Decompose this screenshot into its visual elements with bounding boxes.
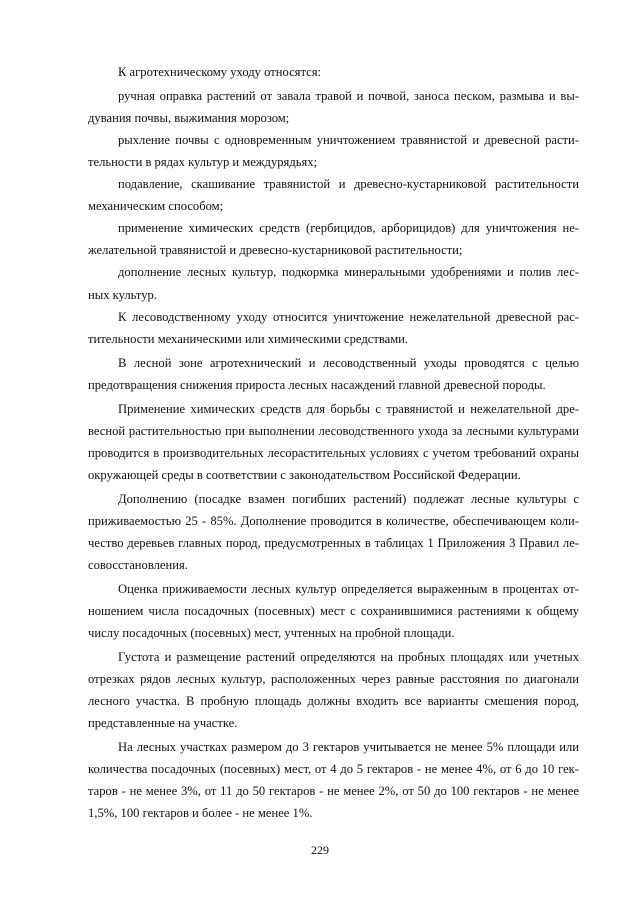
text-line: ношением числа посадочных (посевных) мест с сохранившимися растениями к общему (88, 603, 579, 618)
text-line: дувания почвы, выжимания морозом; (88, 111, 290, 125)
text-line: таров - не менее 3%, от 11 до 50 гектаров - не менее 2%, от 50 до 100 гектаров - не менее (88, 783, 579, 798)
text-line: желательной травянистой и древесно-кустарниковой растительности; (88, 243, 463, 258)
text-line: К агротехническому уходу относятся: (118, 65, 322, 79)
text-line: дополнение лесных культур, подкормка минеральными удобрениями и полив лес- (118, 265, 579, 280)
text-line: отрезках рядов лесных культур, расположенных через равные расстояния по диагонали (88, 671, 579, 686)
text-line: приживаемостью 25 - 85%. Дополнение проводится в количестве, обеспечивающем коли- (88, 513, 579, 528)
text-line: механическим способом; (88, 199, 224, 214)
text-line: рыхление почвы с одновременным уничтожением травянистой и древесной расти- (118, 133, 579, 147)
text-line: представленные на участке. (88, 715, 238, 730)
text-line: ных культур. (88, 287, 157, 302)
text-line: Дополнению (посадке взамен погибших растений) подлежат лесные культуры с (118, 491, 579, 506)
text-line: количества посадочных (посевных) мест, от 4 до 5 гектаров - не менее 4%, от 6 до 10 гек- (88, 761, 579, 776)
text-line: Оценка приживаемости лесных культур определяется выраженным в процентах от- (118, 581, 579, 596)
text-line: предотвращения снижения прироста лесных насаждений главной древесной породы. (88, 377, 546, 392)
text-line: чество деревьев главных пород, предусмотренных в таблицах 1 Приложения 3 Правил ле- (88, 535, 579, 550)
text-line: тительности механическими или химическими средствами. (88, 331, 409, 346)
text-line: весной растительностью при выполнении лесоводственного ухода за лесными культурами (88, 423, 579, 438)
text-line: лесного участка. В пробную площадь должны входить все варианты смешения пород, (88, 693, 579, 708)
text-line: числу посадочных (посевных) мест, учтенных на пробной площади. (88, 625, 455, 640)
text-line: подавление, скашивание травянистой и древесно-кустарниковой растительности (118, 177, 579, 192)
text-line: К лесоводственному уходу относится уничтожение нежелательной древесной рас- (118, 309, 579, 324)
text-line: тельности в рядах культур и междурядьях; (88, 155, 318, 170)
text-line: применение химических средств (гербицидов, арборицидов) для уничтожения не- (118, 221, 579, 236)
page-number: 229 (311, 843, 329, 857)
text-line: окружающей среды в соответствии с законодательством Российской Федерации. (88, 467, 521, 482)
text-line: проводится в производительных лесорастительных условиях с учетом требований охраны (88, 445, 579, 460)
text-line: Густота и размещение растений определяются на пробных площадях или учетных (118, 649, 579, 664)
text-line: 1,5%, 100 гектаров и более - не менее 1%. (88, 806, 313, 820)
text-line: ручная оправка растений от завала травой и почвой, заноса песком, размыва и вы- (118, 88, 579, 103)
text-line: совосстановления. (88, 557, 188, 572)
text-line: На лесных участках размером до 3 гектаров учитывается не менее 5% площади или (118, 739, 579, 754)
text-line: В лесной зоне агротехнический и лесоводственный уходы проводятся с целью (118, 355, 579, 370)
text-line: Применение химических средств для борьбы с травянистой и нежелательной дре- (118, 401, 579, 416)
